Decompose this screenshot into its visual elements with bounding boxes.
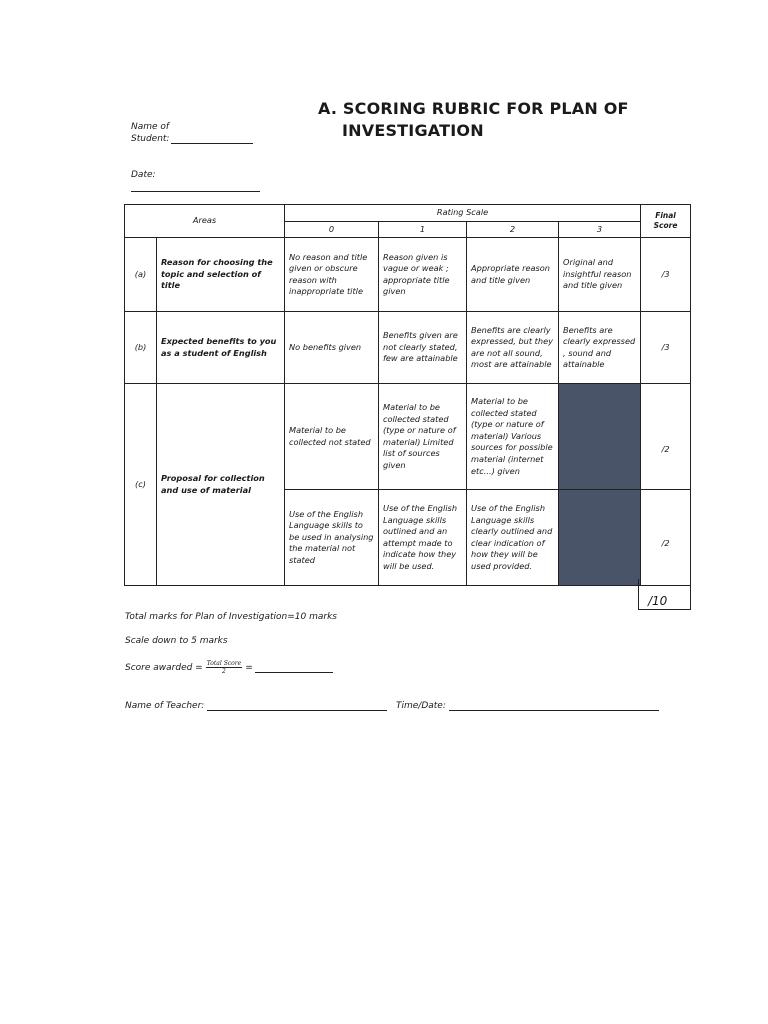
score-awarded-line bbox=[125, 660, 333, 675]
fraction-denominator: 2 bbox=[222, 668, 226, 675]
row-label: (c) bbox=[125, 384, 157, 586]
rating-scale-header: Rating Scale bbox=[285, 205, 641, 222]
score-cell[interactable]: /3 bbox=[641, 312, 691, 384]
shaded-cell bbox=[559, 384, 641, 490]
total-marks-note: Total marks for Plan of Investigation=10 marks bbox=[125, 612, 337, 622]
table-row bbox=[125, 238, 691, 312]
score-awarded-label: Score awarded = bbox=[125, 662, 203, 673]
score-awarded-blank[interactable] bbox=[255, 663, 333, 673]
rating-0-cell: Material to be collected not stated bbox=[285, 384, 379, 490]
row-area: Expected benefits to you as a student of English bbox=[157, 312, 285, 384]
table-row bbox=[125, 312, 691, 384]
title-line-2: INVESTIGATION bbox=[342, 121, 484, 140]
teacher-name-field bbox=[125, 701, 387, 711]
table-row bbox=[125, 384, 691, 490]
rating-1-cell: Reason given is vague or weak ; appropriate title given bbox=[379, 238, 467, 312]
score-cell[interactable]: /2 bbox=[641, 384, 691, 490]
student-name-label: Name of Student: bbox=[131, 122, 170, 144]
row-area: Reason for choosing the topic and selection of title bbox=[157, 238, 285, 312]
score-fraction bbox=[206, 660, 242, 675]
areas-header: Areas bbox=[125, 205, 285, 238]
rating-0-cell: No benefits given bbox=[285, 312, 379, 384]
scale-down-note: Scale down to 5 marks bbox=[125, 636, 228, 646]
time-date-label: Time/Date: bbox=[396, 701, 446, 711]
title-line-1: A. SCORING RUBRIC FOR PLAN OF bbox=[318, 99, 629, 118]
fraction-numerator: Total Score bbox=[206, 660, 242, 667]
row-area: Proposal for collection and use of material bbox=[157, 384, 285, 586]
rating-0-cell: Use of the English Language skills to be used in analysing the material not stated bbox=[285, 490, 379, 586]
rating-0-cell: No reason and title given or obscure reason with inappropriate title bbox=[285, 238, 379, 312]
rubric-title bbox=[318, 98, 629, 142]
score-cell[interactable]: /3 bbox=[641, 238, 691, 312]
rating-1-cell: Benefits given are not clearly stated, few are attainable bbox=[379, 312, 467, 384]
time-date-line[interactable] bbox=[449, 701, 659, 711]
final-score-header: Final Score bbox=[641, 205, 691, 238]
score-cell[interactable]: /2 bbox=[641, 490, 691, 586]
shaded-cell bbox=[559, 490, 641, 586]
rating-1-cell: Material to be collected stated (type or nature of material) Limited list of sources given bbox=[379, 384, 467, 490]
scale-level-3: 3 bbox=[559, 221, 641, 238]
scale-level-2: 2 bbox=[467, 221, 559, 238]
rating-1-cell: Use of the English Language skills outlined and an attempt made to indicate how they will be used. bbox=[379, 490, 467, 586]
equals-sign: = bbox=[245, 662, 253, 673]
time-date-field bbox=[396, 701, 659, 711]
date-line[interactable] bbox=[131, 191, 260, 192]
teacher-name-line[interactable] bbox=[207, 701, 387, 711]
rating-2-cell: Use of the English Language skills clearly outlined and clear indication of how they will be used provided. bbox=[467, 490, 559, 586]
total-score-box[interactable] bbox=[638, 579, 691, 610]
rubric-table bbox=[124, 204, 691, 586]
student-name-line[interactable] bbox=[171, 143, 253, 144]
rating-3-cell: Benefits are clearly expressed , sound and attainable bbox=[559, 312, 641, 384]
scale-level-0: 0 bbox=[285, 221, 379, 238]
total-score: /10 bbox=[648, 594, 668, 608]
teacher-name-label: Name of Teacher: bbox=[125, 701, 205, 711]
rating-2-cell: Material to be collected stated (type or nature of material) Various sources for possible material (internet etc...) given bbox=[467, 384, 559, 490]
row-label: (b) bbox=[125, 312, 157, 384]
rating-2-cell: Benefits are clearly expressed, but they are not all sound, most are attainable bbox=[467, 312, 559, 384]
scale-level-1: 1 bbox=[379, 221, 467, 238]
row-label: (a) bbox=[125, 238, 157, 312]
date-label: Date: bbox=[131, 170, 156, 180]
rating-2-cell: Appropriate reason and title given bbox=[467, 238, 559, 312]
rating-3-cell: Original and insightful reason and title given bbox=[559, 238, 641, 312]
